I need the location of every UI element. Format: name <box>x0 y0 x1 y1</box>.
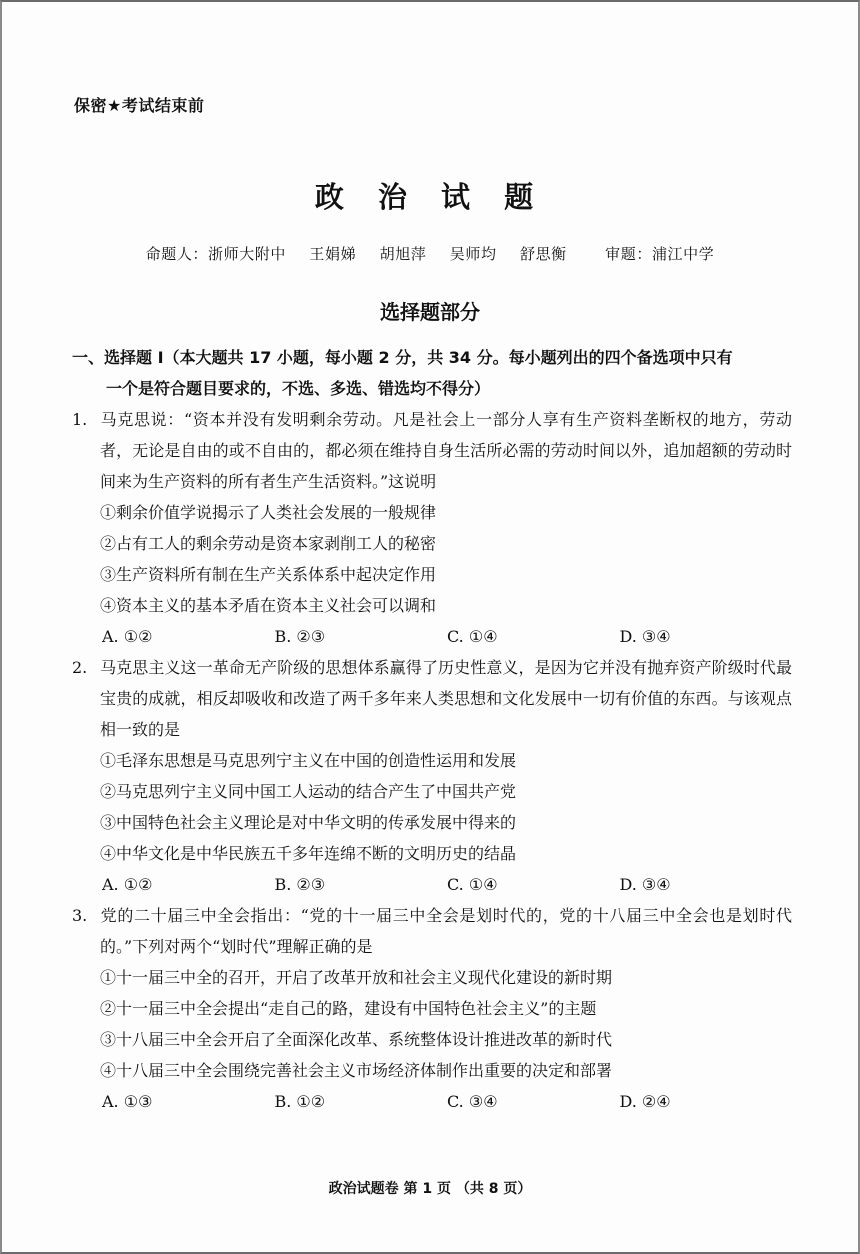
instructions-line-1: 一、选择题 I（本大题共 17 小题，每小题 2 分，共 34 分。每小题列出的四个备选项中只有 <box>72 348 733 367</box>
choice-c: C. ①④ <box>447 875 498 894</box>
choice-d: D. ②④ <box>619 1092 671 1111</box>
statement-item: ②占有工人的剩余劳动是资本家剥削工人的秘密 <box>100 534 437 553</box>
choice-a: A. ①② <box>102 875 153 894</box>
page-title: 政 治 试 题 <box>314 180 546 214</box>
statement-item: ④中华文化是中华民族五千多年连绵不断的文明历史的结晶 <box>100 844 517 863</box>
choice-d: D. ③④ <box>619 627 671 646</box>
author-name: 舒思衡 <box>519 245 567 263</box>
answer-choices <box>72 1086 792 1117</box>
question-text: 马克思主义这一革命无产阶级的思想体系赢得了历史性意义，是因为它并没有抛弃资产阶级时代最宝贵的成就，相反却吸收和改造了两千多年来人类思想和文化发展中一切有价值的东西。与该观点相一致的是 <box>100 658 792 739</box>
instructions-line-2: 一个是符合题目要求的，不选、多选、错选均不得分） <box>106 379 491 398</box>
statement-item: ④资本主义的基本矛盾在资本主义社会可以调和 <box>100 596 437 615</box>
choice-d: D. ③④ <box>619 875 671 894</box>
answer-choices <box>72 869 792 900</box>
question-stem <box>72 404 792 497</box>
author-name: 胡旭萍 <box>379 245 427 263</box>
statement-item: ①剩余价值学说揭示了人类社会发展的一般规律 <box>100 503 437 522</box>
question-area <box>72 342 792 1117</box>
question-number: 1. <box>72 410 88 429</box>
question-1 <box>72 404 792 652</box>
authors-line <box>0 243 860 264</box>
statement-item: ②十一届三中全会提出“走自己的路，建设有中国特色社会主义”的主题 <box>100 999 597 1018</box>
choice-b: B. ②③ <box>274 875 326 894</box>
question-2 <box>72 652 792 900</box>
authors-label: 命题人：浙师大附中 <box>145 245 287 263</box>
statement-item: ①毛泽东思想是马克思列宁主义在中国的创造性运用和发展 <box>100 751 517 770</box>
answer-choices <box>72 621 792 652</box>
question-number: 2. <box>72 658 88 677</box>
statement-item: ④十八届三中全会围绕完善社会主义市场经济体制作出重要的决定和部署 <box>100 1061 613 1080</box>
reviewer-label: 审题：浦江中学 <box>605 245 715 263</box>
statement-item: ②马克思列宁主义同中国工人运动的结合产生了中国共产党 <box>100 782 517 801</box>
statement-item: ③中国特色社会主义理论是对中华文明的传承发展中得来的 <box>100 813 517 832</box>
question-number: 3. <box>72 906 88 925</box>
page-footer: 政治试题卷 第 1 页 （共 8 页） <box>328 1181 532 1197</box>
question-stem <box>72 900 792 962</box>
choice-a: A. ①③ <box>102 1092 153 1111</box>
question-stem <box>72 652 792 745</box>
choice-b: B. ②③ <box>274 627 326 646</box>
author-name: 吴师均 <box>449 245 497 263</box>
author-name: 王娟娣 <box>309 245 357 263</box>
choice-c: C. ①④ <box>447 627 498 646</box>
confidential-label: 保密★考试结束前 <box>74 96 205 115</box>
question-text: 马克思说：“资本并没有发明剩余劳动。凡是社会上一部分人享有生产资料垄断权的地方，劳动者，无论是自由的或不自由的，都必须在维持自身生活所必需的劳动时间以外，追加超额的劳动时间来为生产资料的所有者生产生活资料。”这说明 <box>100 410 792 491</box>
question-3 <box>72 900 792 1117</box>
choice-a: A. ①② <box>102 627 153 646</box>
choice-b: B. ①② <box>274 1092 326 1111</box>
choice-c: C. ③④ <box>447 1092 498 1111</box>
section-title: 选择题部分 <box>380 300 480 324</box>
question-text: 党的二十届三中全会指出：“党的十一届三中全会是划时代的，党的十八届三中全会也是划时代的。”下列对两个“划时代”理解正确的是 <box>100 906 792 956</box>
statement-item: ①十一届三中全的召开，开启了改革开放和社会主义现代化建设的新时期 <box>100 968 613 987</box>
statement-item: ③十八届三中全会开启了全面深化改革、系统整体设计推进改革的新时代 <box>100 1030 613 1049</box>
statement-item: ③生产资料所有制在生产关系体系中起决定作用 <box>100 565 437 584</box>
